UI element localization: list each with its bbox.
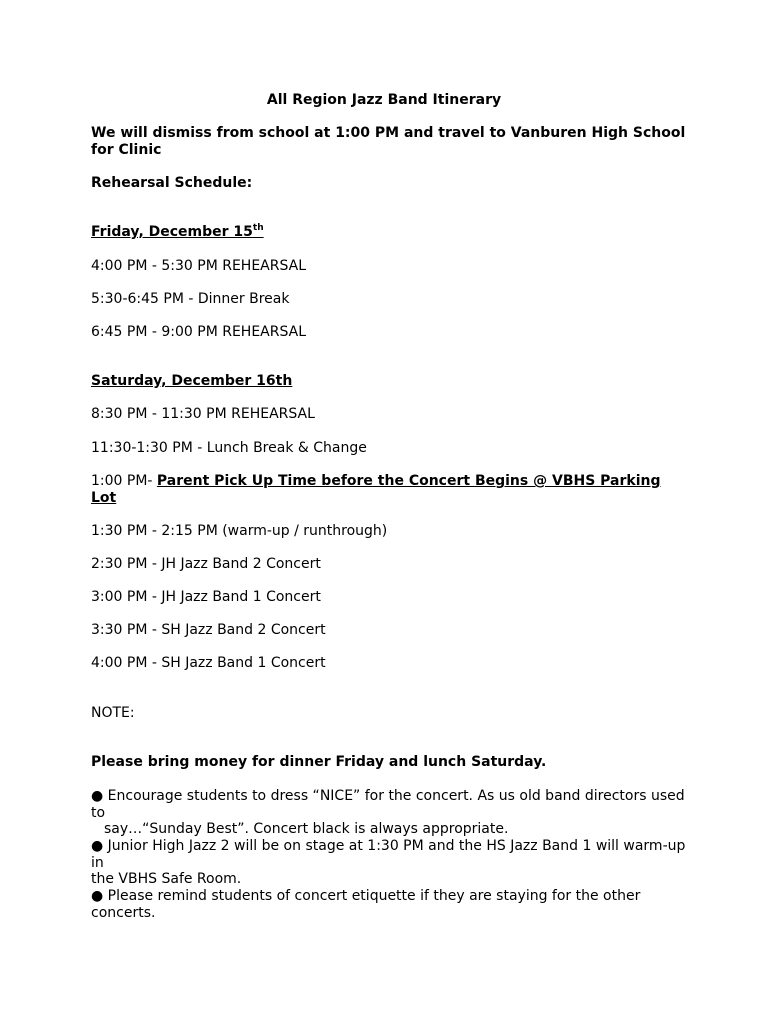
friday-item: 5:30-6:45 PM - Dinner Break — [91, 291, 290, 307]
concert-item: 2:30 PM - JH Jazz Band 2 Concert — [91, 556, 321, 572]
pickup-text: Parent Pick Up Time before the Concert Begins @ VBHS Parking — [156, 473, 661, 489]
bullet-1-line3: say…“Sunday Best”. Concert black is always appropriate. — [104, 821, 509, 837]
bullet-2-line3: the VBHS Safe Room. — [91, 871, 242, 887]
concert-item: 1:30 PM - 2:15 PM (warm-up / runthrough) — [91, 523, 388, 539]
bullet-1-line2: to — [91, 805, 106, 821]
saturday-item: 11:30-1:30 PM - Lunch Break & Change — [91, 440, 367, 456]
concert-item: 3:30 PM - SH Jazz Band 2 Concert — [91, 622, 326, 638]
bullet-1-line1: ● Encourage students to dress “NICE” for the concert. As us old band directors used — [91, 788, 685, 804]
concert-item: 4:00 PM - SH Jazz Band 1 Concert — [91, 655, 326, 671]
friday-heading-sup: th — [252, 223, 264, 233]
friday-heading-text: Friday, December 15 — [91, 224, 253, 240]
bullet-2-line1: ● Junior High Jazz 2 will be on stage at 1:30 PM and the HS Jazz Band 1 will warm-up — [91, 838, 686, 854]
saturday-heading: Saturday, December 16th — [91, 373, 293, 389]
pickup-line — [91, 473, 661, 490]
document-title: All Region Jazz Band Itinerary — [266, 92, 502, 108]
pickup-text-line2: Lot — [91, 490, 117, 506]
dismiss-text-line1: We will dismiss from school at 1:00 PM and travel to Vanburen High School — [91, 125, 686, 141]
bullet-3-line1: ● Please remind students of concert etiquette if they are staying for the other — [91, 888, 641, 904]
money-note: Please bring money for dinner Friday and lunch Saturday. — [91, 754, 547, 770]
bullet-3-line2: concerts. — [91, 905, 156, 921]
schedule-heading: Rehearsal Schedule: — [91, 175, 253, 191]
friday-item: 4:00 PM - 5:30 PM REHEARSAL — [91, 258, 306, 274]
friday-item: 6:45 PM - 9:00 PM REHEARSAL — [91, 324, 306, 340]
bullet-2-line2: in — [91, 855, 104, 871]
friday-heading — [91, 224, 264, 243]
pickup-time: 1:00 PM- — [91, 473, 157, 489]
saturday-item: 8:30 PM - 11:30 PM REHEARSAL — [91, 406, 315, 422]
note-label: NOTE: — [91, 705, 135, 721]
dismiss-text-line2: for Clinic — [91, 142, 162, 158]
concert-item: 3:00 PM - JH Jazz Band 1 Concert — [91, 589, 321, 605]
